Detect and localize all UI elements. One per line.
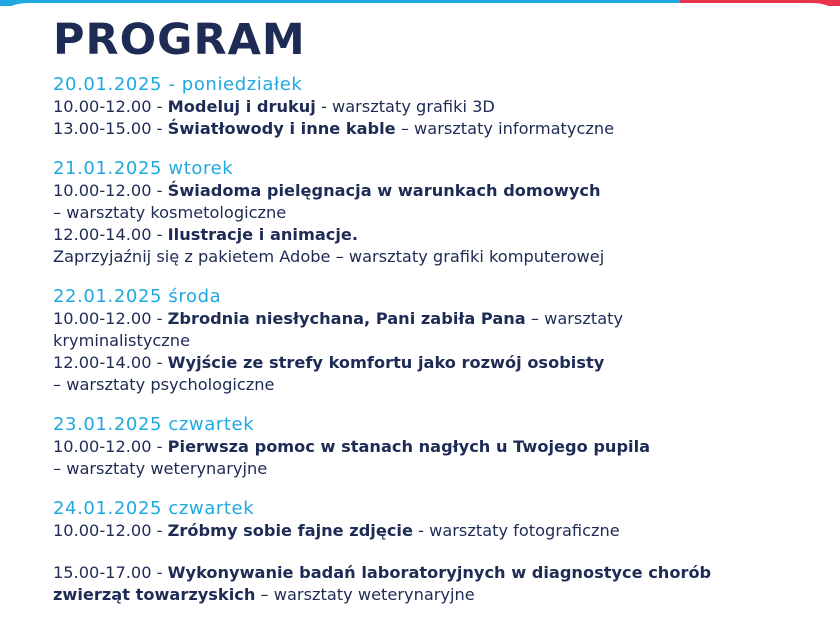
schedule-line bbox=[53, 374, 823, 396]
time-range: 12.00-14.00 - bbox=[53, 225, 168, 244]
schedule-line bbox=[53, 520, 823, 542]
workshop-title: Wykonywanie badań laboratoryjnych w diagnostyce chorób bbox=[167, 563, 712, 582]
day-section bbox=[53, 414, 823, 480]
workshop-category: – warsztaty informatyczne bbox=[395, 119, 615, 138]
workshop-category: kryminalistyczne bbox=[53, 331, 191, 350]
workshop-title: Pierwsza pomoc w stanach nagłych u Twojego pupila bbox=[167, 437, 651, 456]
page-title: PROGRAM bbox=[53, 15, 306, 65]
workshop-category: – warsztaty weterynaryjne bbox=[53, 459, 268, 478]
day-header: 23.01.2025 czwartek bbox=[53, 414, 255, 435]
workshop-title: Ilustracje i animacje. bbox=[167, 225, 359, 244]
workshop-title: Zbrodnia niesłychana, Pani zabiła Pana bbox=[167, 309, 526, 328]
workshop-title: Świadoma pielęgnacja w warunkach domowych bbox=[167, 181, 601, 200]
workshop-title: zwierząt towarzyskich bbox=[53, 585, 256, 604]
schedule-line bbox=[53, 224, 823, 246]
day-header: 20.01.2025 - poniedziałek bbox=[53, 74, 303, 95]
workshop-category: - warsztaty grafiki 3D bbox=[315, 97, 495, 116]
workshop-category: – warsztaty psychologiczne bbox=[53, 375, 275, 394]
schedule-line bbox=[53, 436, 823, 458]
time-range: 10.00-12.00 - bbox=[53, 437, 168, 456]
schedule-line bbox=[53, 180, 823, 202]
spacer bbox=[53, 542, 823, 562]
day-section bbox=[53, 74, 823, 140]
time-range: 13.00-15.00 - bbox=[53, 119, 168, 138]
workshop-title: Światłowody i inne kable bbox=[167, 119, 396, 138]
schedule-line bbox=[53, 308, 823, 330]
workshop-title: Zróbmy sobie fajne zdjęcie bbox=[167, 521, 413, 540]
workshop-category: – warsztaty kosmetologiczne bbox=[53, 203, 287, 222]
schedule-line bbox=[53, 352, 823, 374]
day-section bbox=[53, 158, 823, 268]
time-range: 10.00-12.00 - bbox=[53, 521, 168, 540]
workshop-category: Zaprzyjaźnij się z pakietem Adobe – warsztaty grafiki komputerowej bbox=[53, 247, 605, 266]
workshop-title: Modeluj i drukuj bbox=[167, 97, 316, 116]
day-header: 24.01.2025 czwartek bbox=[53, 498, 255, 519]
workshop-category: – warsztaty weterynaryjne bbox=[255, 585, 475, 604]
time-range: 10.00-12.00 - bbox=[53, 309, 168, 328]
schedule-line bbox=[53, 330, 823, 352]
time-range: 10.00-12.00 - bbox=[53, 181, 168, 200]
schedule-line bbox=[53, 118, 823, 140]
schedule-line bbox=[53, 562, 823, 584]
program-content bbox=[53, 14, 823, 624]
time-range: 12.00-14.00 - bbox=[53, 353, 168, 372]
workshop-title: Wyjście ze strefy komfortu jako rozwój osobisty bbox=[167, 353, 605, 372]
day-header: 22.01.2025 środa bbox=[53, 286, 222, 307]
time-range: 15.00-17.00 - bbox=[53, 563, 168, 582]
workshop-category: – warsztaty bbox=[525, 309, 624, 328]
schedule-line bbox=[53, 246, 823, 268]
day-header: 21.01.2025 wtorek bbox=[53, 158, 234, 179]
schedule bbox=[53, 74, 823, 606]
time-range: 10.00-12.00 - bbox=[53, 97, 168, 116]
schedule-line bbox=[53, 584, 823, 606]
schedule-line bbox=[53, 202, 823, 224]
day-section bbox=[53, 498, 823, 606]
schedule-line bbox=[53, 458, 823, 480]
workshop-category: - warsztaty fotograficzne bbox=[412, 521, 620, 540]
day-section bbox=[53, 286, 823, 396]
schedule-line bbox=[53, 96, 823, 118]
